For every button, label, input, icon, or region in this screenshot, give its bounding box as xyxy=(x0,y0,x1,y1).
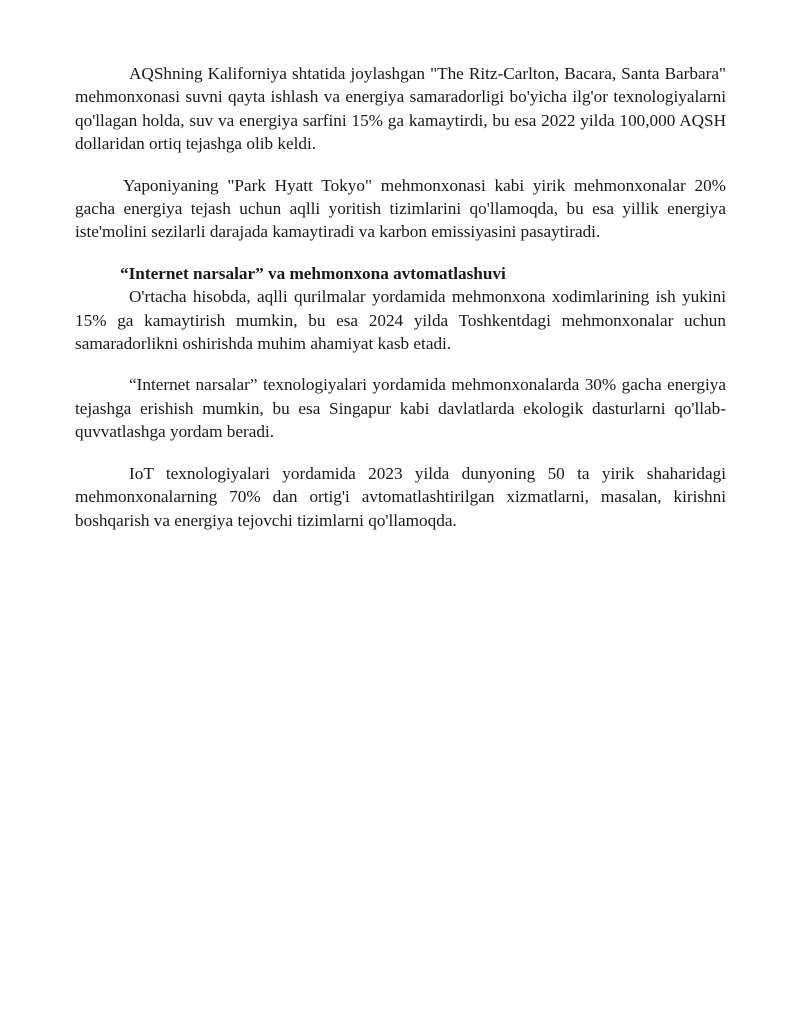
paragraph-park-hyatt: Yaponiyaning "Park Hyatt Tokyo" mehmonxonasi kabi yirik mehmonxonalar 20% gacha energiya tejash uchun aqlli yoritish tizimlarini qo'llamoqda, bu esa yillik energiya iste'molini sezilarli darajada kamaytiradi va karbon emissiyasini pasaytiradi. xyxy=(75,175,726,242)
section-heading: “Internet narsalar” va mehmonxona avtomatlashuvi xyxy=(120,263,506,283)
paragraph-staff-workload: O'rtacha hisobda, aqlli qurilmalar yordamida mehmonxona xodimlarining ish yukini 15% ga kamaytirish mumkin, bu esa 2024 yilda Toshkentdagi mehmonxonalar uchun samaradorlikni oshirishda muhim ahamiyat kasb etadi. xyxy=(75,287,726,354)
paragraph-iot-automation: IoT texnologiyalari yordamida 2023 yilda dunyoning 50 ta yirik shaharidagi mehmonxonalarning 70% dan ortig'i avtomatlashtirilgan xizmatlarni, masalan, kirishni boshqarish va energiya tejovchi tizimlarni qo'llamoqda. xyxy=(75,463,726,530)
paragraph-energy-saving: “Internet narsalar” texnologiyalari yordamida mehmonxonalarda 30% gacha energiya tejashga erishish mumkin, bu esa Singapur kabi davlatlarda ekologik dasturlarni qo'llab-quvvatlashga yordam beradi. xyxy=(75,375,726,442)
paragraph-ritz-carlton: AQShning Kaliforniya shtatida joylashgan "The Ritz-Carlton, Bacara, Santa Barbara" mehmonxonasi suvni qayta ishlash va energiya samaradorligi bo'yicha ilg'or texnologiyalarni qo'llagan holda, suv va energiya sarfini 15% ga kamaytirdi, bu esa 2022 yilda 100,000 AQSH dollaridan ortiq tejashga olib keldi. xyxy=(75,64,726,154)
document-page xyxy=(75,62,726,550)
